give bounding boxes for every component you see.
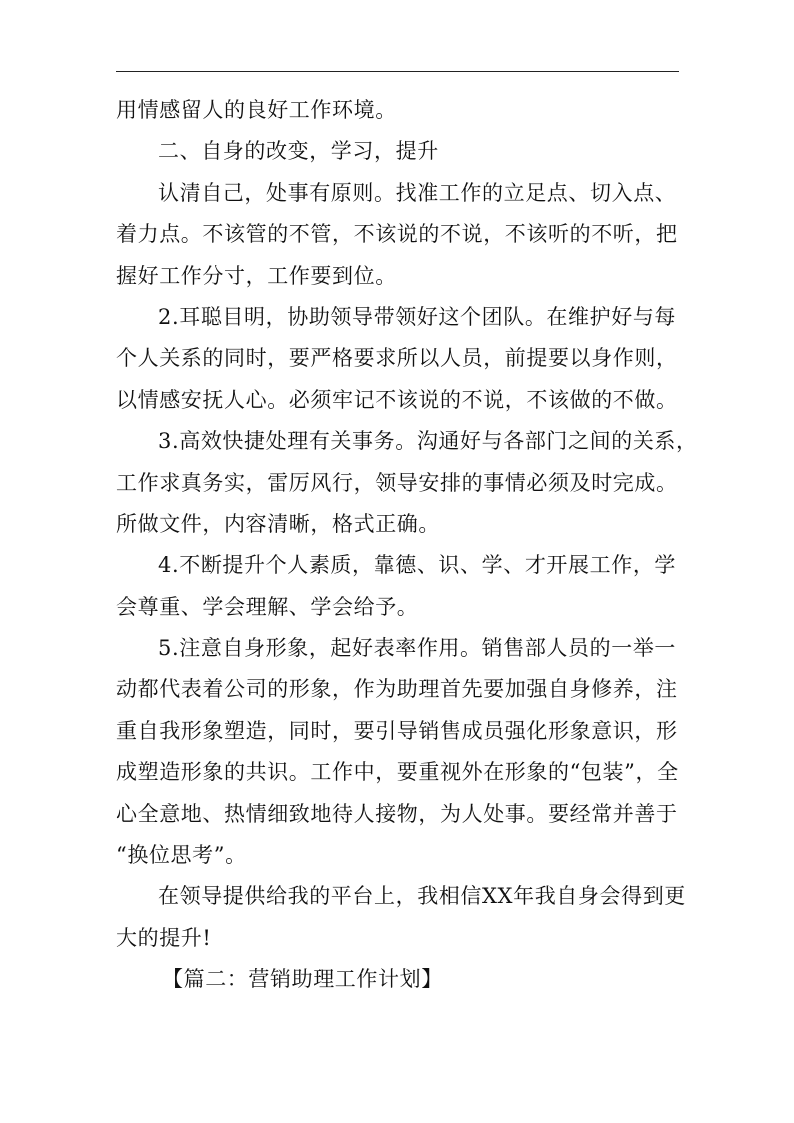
text-line: 心全意地、热情细致地待人接物，为人处事。要经常并善于	[116, 801, 678, 826]
text-line: 4.不断提升个人素质，靠德、识、学、才开展工作，学	[158, 553, 677, 578]
header-rule	[116, 71, 679, 72]
text-line: 在领导提供给我的平台上，我相信XX年我自身会得到更	[158, 884, 686, 909]
text-line: 以情感安抚人心。必须牢记不该说的不说，不该做的不做。	[116, 387, 678, 412]
text-line: “换位思考”。	[116, 843, 247, 868]
section-heading: 二、自身的改变，学习，提升	[158, 139, 439, 164]
text-line: 5.注意自身形象，起好表率作用。销售部人员的一举一	[158, 636, 677, 661]
text-line: 工作求真务实，雷厉风行，领导安排的事情必须及时完成。	[116, 470, 678, 495]
section-heading: 【篇二：营销助理工作计划】	[162, 967, 443, 992]
document-body	[116, 90, 698, 1001]
text-line: 个人关系的同时，要严格要求所以人员，前提要以身作则，	[116, 346, 678, 371]
text-line: 成塑造形象的共识。工作中，要重视外在形象的“包装”，全	[116, 760, 679, 785]
text-line: 认清自己，处事有原则。找准工作的立足点、切入点、	[158, 180, 677, 205]
text-line: 所做文件，内容清晰，格式正确。	[116, 511, 440, 536]
text-line: 握好工作分寸，工作要到位。	[116, 263, 397, 288]
text-line: 着力点。不该管的不管，不该说的不说，不该听的不听，把	[116, 222, 678, 247]
text-line: 3.高效快捷处理有关事务。沟通好与各部门之间的关系，	[158, 429, 698, 454]
text-line: 用情感留人的良好工作环境。	[116, 98, 397, 122]
text-line: 会尊重、学会理解、学会给予。	[116, 594, 419, 619]
text-line: 重自我形象塑造，同时，要引导销售成员强化形象意识，形	[116, 718, 678, 743]
text-line: 2.耳聪目明，协助领导带领好这个团队。在维护好与每	[158, 304, 677, 329]
text-line: 大的提升!	[116, 925, 212, 950]
text-line: 动都代表着公司的形象，作为助理首先要加强自身修养，注	[116, 677, 678, 702]
